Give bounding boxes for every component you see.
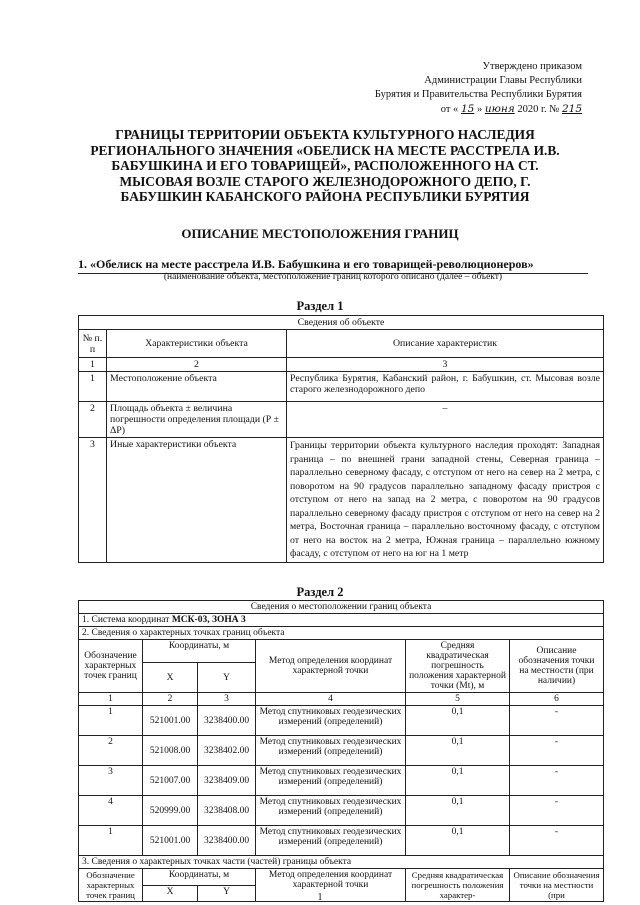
point-desc: - xyxy=(510,706,604,736)
section1-title: Раздел 1 xyxy=(296,299,344,313)
point-mt: 0,1 xyxy=(406,826,510,856)
row-char: Площадь объекта ± величина погрешности определения площади (Р ± ΔР) xyxy=(107,402,287,438)
point-mt: 0,1 xyxy=(406,796,510,826)
header-method: Метод определения координат характерной точки xyxy=(256,640,406,693)
row-desc: – xyxy=(287,402,604,438)
point-label: 2 xyxy=(79,736,143,766)
approval-line-1: Утверждено приказом xyxy=(482,61,582,72)
point-y: 3238400.00 xyxy=(198,826,256,856)
colnum: 2 xyxy=(107,358,287,372)
section1-table xyxy=(78,315,604,563)
table-row xyxy=(79,438,604,563)
point-desc: - xyxy=(510,826,604,856)
approval-date xyxy=(322,102,582,117)
colnum: 6 xyxy=(510,693,604,706)
document-subtitle: ОПИСАНИЕ МЕСТОПОЛОЖЕНИЯ ГРАНИЦ xyxy=(181,226,459,241)
coord-system-value: МСК-03, ЗОНА 3 xyxy=(171,615,246,625)
row-char: Местоположение объекта xyxy=(107,372,287,402)
point-x: 521008.00 xyxy=(143,736,198,766)
row-desc: Республика Бурятия, Кабанский район, г. Бабушкин, ст. Мысовая возле старого железнодорожного депо xyxy=(287,372,604,402)
point-label: 3 xyxy=(79,766,143,796)
table-row xyxy=(79,706,604,736)
point-label: 4 xyxy=(79,796,143,826)
header-error: Средняя квадратическая погрешность положения характерной точки (Mt), м xyxy=(406,640,510,693)
page-number: 1 xyxy=(317,892,323,903)
point-y: 3238409.00 xyxy=(198,766,256,796)
point-method: Метод спутниковых геодезических измерений (определений) xyxy=(256,796,406,826)
header-char: Характеристики объекта xyxy=(107,330,287,358)
point-desc: - xyxy=(510,736,604,766)
header-point-desc: Описание обозначения точки на местности (при наличии) xyxy=(510,640,604,693)
parts-caption: 3. Сведения о характерных точках части (частей) границы объекта xyxy=(79,856,604,869)
point-label: 1 xyxy=(79,706,143,736)
colnum: 4 xyxy=(256,693,406,706)
point-desc: - xyxy=(510,796,604,826)
colnum: 1 xyxy=(79,693,143,706)
colnum: 5 xyxy=(406,693,510,706)
colnum: 3 xyxy=(198,693,256,706)
header-point: Обозначение характерных точек границ xyxy=(79,640,143,693)
coord-system-label: 1. Система координат xyxy=(82,615,170,625)
row-num: 3 xyxy=(79,438,107,563)
point-y: 3238408.00 xyxy=(198,796,256,826)
point-x: 521001.00 xyxy=(143,706,198,736)
date-mid: » xyxy=(476,104,483,115)
point-mt: 0,1 xyxy=(406,736,510,766)
point-x: 521001.00 xyxy=(143,826,198,856)
date-prefix: от « xyxy=(440,104,459,115)
point-mt: 0,1 xyxy=(406,706,510,736)
section1-caption: Сведения об объекте xyxy=(79,316,604,330)
handwritten-day: 15 xyxy=(460,103,475,115)
parts-header-method: Метод определения координат характерной точки xyxy=(256,869,406,902)
row-char: Иные характеристики объекта xyxy=(107,438,287,563)
handwritten-number: 215 xyxy=(561,103,582,115)
parts-header-x: X xyxy=(143,885,198,902)
header-desc: Описание характеристик xyxy=(287,330,604,358)
header-y: Y xyxy=(198,663,256,693)
colnum: 1 xyxy=(79,358,107,372)
row-num: 2 xyxy=(79,402,107,438)
point-method: Метод спутниковых геодезических измерений (определений) xyxy=(256,706,406,736)
point-mt: 0,1 xyxy=(406,766,510,796)
parts-header-coords: Координаты, м xyxy=(143,869,256,886)
date-year: 2020 г. № xyxy=(517,104,560,115)
object-note: (наименование объекта, местоположение границ которого описано (далее – объект) xyxy=(163,272,503,282)
handwritten-month: июня xyxy=(484,103,515,115)
point-y: 3238400.00 xyxy=(198,706,256,736)
point-method: Метод спутниковых геодезических измерений (определений) xyxy=(256,766,406,796)
point-method: Метод спутниковых геодезических измерений (определений) xyxy=(256,736,406,766)
approval-line-3: Бурятия и Правительства Республики Бурятия xyxy=(374,89,582,100)
table-row xyxy=(79,372,604,402)
table-row xyxy=(79,402,604,438)
parts-header-y: Y xyxy=(198,885,256,902)
section2-caption: Сведения о местоположении границ объекта xyxy=(79,601,604,614)
table-row xyxy=(79,826,604,856)
parts-header-error: Средняя квадратическая погрешность положения характер- xyxy=(406,869,510,902)
section2-table xyxy=(78,600,604,902)
points-caption: 2. Сведения о характерных точках границ объекта xyxy=(79,627,604,640)
point-x: 520999.00 xyxy=(143,796,198,826)
point-y: 3238402.00 xyxy=(198,736,256,766)
point-x: 521007.00 xyxy=(143,766,198,796)
row-desc: Границы территории объекта культурного наследия проходят: Западная граница – по внешней грани западной стены, Северная граница – параллельно северному фасаду, с отступом от него на север на 2 метра, с поворотом на 90 градусов параллельно западному фасаду пристроя с отступом от него на запад на 2 метра, с поворотом на 90 градусов параллельно северному фасаду пристроя с отступом от него на север на 2 метра, Восточная граница – параллельно восточному фасаду, с отступом от него на восток на 2 метра, Южная граница – параллельно южному фасаду, с отступом от него на юг на 1 метр xyxy=(287,438,604,563)
document-title: ГРАНИЦЫ ТЕРРИТОРИИ ОБЪЕКТА КУЛЬТУРНОГО НАСЛЕДИЯ РЕГИОНАЛЬНОГО ЗНАЧЕНИЯ «ОБЕЛИСК НА МЕСТЕ РАССТРЕЛА И.В. БАБУШКИНА И ЕГО ТОВАРИЩЕЙ», РАСПОЛОЖЕННОГО НА СТ. МЫСОВАЯ ВОЗЛЕ СТАРОГО ЖЕЛЕЗНОДОРОЖНОГО ДЕПО, Г. БАБУШКИН КАБАНСКОГО РАЙОНА РЕСПУБЛИКИ БУРЯТИЯ xyxy=(90,127,560,204)
colnum: 2 xyxy=(143,693,198,706)
header-x: X xyxy=(143,663,198,693)
table-row xyxy=(79,766,604,796)
parts-header-desc: Описание обозначения точки на местности (при xyxy=(510,869,604,902)
header-coords: Координаты, м xyxy=(143,640,256,663)
header-num: № п. п xyxy=(79,330,107,358)
point-method: Метод спутниковых геодезических измерений (определений) xyxy=(256,826,406,856)
table-row xyxy=(79,796,604,826)
parts-header-point: Обозначение характерных точек границ xyxy=(79,869,143,902)
approval-line-2: Администрации Главы Республики xyxy=(424,75,582,86)
colnum: 3 xyxy=(287,358,604,372)
object-name: 1. «Обелиск на месте расстрела И.В. Бабушкина и его товарищей-революционеров» xyxy=(78,257,588,274)
coord-system xyxy=(79,614,604,627)
approval-block xyxy=(322,60,582,117)
point-label: 1 xyxy=(79,826,143,856)
section2-title: Раздел 2 xyxy=(296,585,344,599)
point-desc: - xyxy=(510,766,604,796)
table-row xyxy=(79,736,604,766)
row-num: 1 xyxy=(79,372,107,402)
